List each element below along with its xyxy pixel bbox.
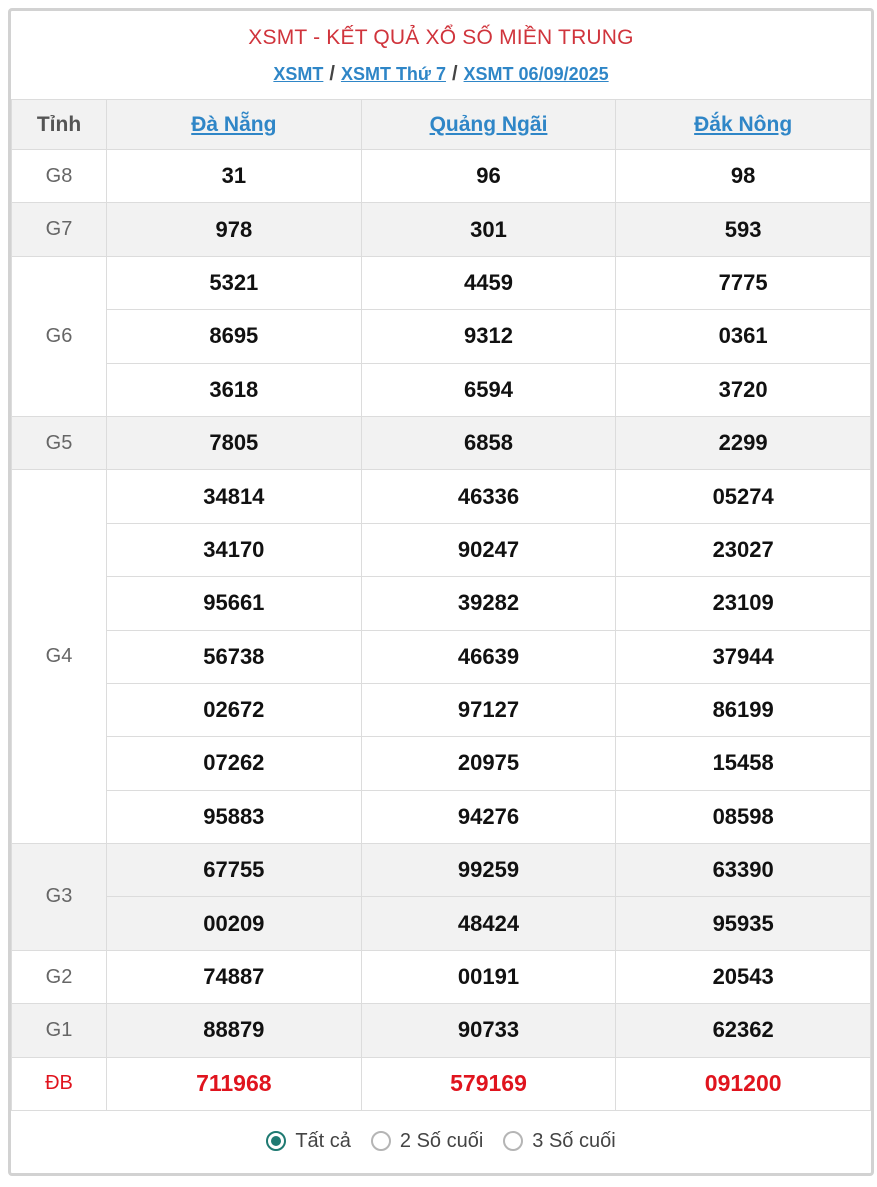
prize-number: 97127	[361, 683, 616, 736]
results-card	[8, 8, 874, 1176]
prize-row-g4	[12, 737, 871, 790]
prize-number: 0361	[616, 310, 871, 363]
page-title: XSMT - KẾT QUẢ XỔ SỐ MIỀN TRUNG	[248, 26, 634, 49]
breadcrumb-link-weekday[interactable]: XSMT Thứ 7	[340, 64, 446, 84]
prize-number: 301	[361, 203, 616, 256]
prize-number: 7805	[107, 416, 362, 469]
prize-number: 8695	[107, 310, 362, 363]
results-body	[12, 150, 871, 1111]
prize-number: 67755	[107, 844, 362, 897]
prize-number: 00209	[107, 897, 362, 950]
prize-label-g8: G8	[12, 150, 107, 203]
prize-row-g1	[12, 1004, 871, 1057]
province-link-dak-nong[interactable]: Đắk Nông	[694, 112, 793, 136]
prize-label-g1: G1	[12, 1004, 107, 1057]
prize-row-g2	[12, 950, 871, 1003]
prize-row-g3	[12, 897, 871, 950]
option-last-3[interactable]	[503, 1130, 615, 1153]
prize-row-g6	[12, 256, 871, 309]
prize-row-g6	[12, 363, 871, 416]
option-all[interactable]	[266, 1130, 351, 1153]
prize-number: 9312	[361, 310, 616, 363]
province-header-da-nang	[107, 100, 362, 150]
breadcrumb	[11, 63, 871, 86]
prize-label-g5: G5	[12, 416, 107, 469]
prize-number: 63390	[616, 844, 871, 897]
prize-row-g4	[12, 683, 871, 736]
prize-number: 3618	[107, 363, 362, 416]
prize-row-g3	[12, 844, 871, 897]
prize-row-g4	[12, 523, 871, 576]
prize-number: 90247	[361, 523, 616, 576]
prize-number: 86199	[616, 683, 871, 736]
prize-number: 74887	[107, 950, 362, 1003]
prize-number: 7775	[616, 256, 871, 309]
breadcrumb-link-date[interactable]: XSMT 06/09/2025	[463, 64, 609, 84]
prize-number: 4459	[361, 256, 616, 309]
prize-label-g4: G4	[12, 470, 107, 844]
province-header-dak-nong	[616, 100, 871, 150]
option-last-3-label: 3 Số cuối	[532, 1129, 616, 1152]
title-block	[11, 11, 871, 99]
prize-number: 05274	[616, 470, 871, 523]
prize-number: 20543	[616, 950, 871, 1003]
prize-row-g4	[12, 577, 871, 630]
prize-number: 23109	[616, 577, 871, 630]
province-link-quang-ngai[interactable]: Quảng Ngãi	[429, 112, 548, 136]
prize-number: 48424	[361, 897, 616, 950]
prize-number: 07262	[107, 737, 362, 790]
prize-number: 62362	[616, 1004, 871, 1057]
breadcrumb-link-xsmt[interactable]: XSMT	[273, 64, 324, 84]
prize-number: 99259	[361, 844, 616, 897]
prize-number: 02672	[107, 683, 362, 736]
province-link-da-nang[interactable]: Đà Nẵng	[191, 112, 277, 136]
prize-number: 15458	[616, 737, 871, 790]
prize-label-g3: G3	[12, 844, 107, 951]
prize-number: 3720	[616, 363, 871, 416]
prize-number: 6594	[361, 363, 616, 416]
prize-number: 56738	[107, 630, 362, 683]
digit-filter-options	[11, 1111, 871, 1171]
prize-number: 23027	[616, 523, 871, 576]
radio-unchecked-icon[interactable]	[503, 1131, 523, 1151]
prize-number: 95935	[616, 897, 871, 950]
prize-row-g4	[12, 790, 871, 843]
option-last-2-label: 2 Số cuối	[399, 1129, 484, 1152]
prize-number: 88879	[107, 1004, 362, 1057]
prize-number: 5321	[107, 256, 362, 309]
prize-row-g4	[12, 470, 871, 523]
prize-label-db: ĐB	[12, 1057, 107, 1110]
prize-row-g6	[12, 310, 871, 363]
prize-number: 39282	[361, 577, 616, 630]
prize-number: 091200	[616, 1057, 871, 1110]
province-header-quang-ngai	[361, 100, 616, 150]
breadcrumb-separator: /	[451, 63, 458, 85]
prize-number: 6858	[361, 416, 616, 469]
province-column-header: Tỉnh	[12, 100, 107, 150]
radio-unchecked-icon[interactable]	[371, 1131, 391, 1151]
prize-number: 2299	[616, 416, 871, 469]
prize-number: 34170	[107, 523, 362, 576]
prize-number: 31	[107, 150, 362, 203]
prize-row-g5	[12, 416, 871, 469]
prize-number: 978	[107, 203, 362, 256]
results-table	[11, 99, 871, 1111]
prize-number: 08598	[616, 790, 871, 843]
prize-number: 37944	[616, 630, 871, 683]
prize-number: 00191	[361, 950, 616, 1003]
prize-number: 94276	[361, 790, 616, 843]
prize-label-g7: G7	[12, 203, 107, 256]
prize-number: 46336	[361, 470, 616, 523]
prize-number: 95883	[107, 790, 362, 843]
prize-number: 711968	[107, 1057, 362, 1110]
prize-number: 96	[361, 150, 616, 203]
prize-row-g7	[12, 203, 871, 256]
table-header-row	[12, 100, 871, 150]
prize-number: 95661	[107, 577, 362, 630]
radio-checked-icon[interactable]	[266, 1131, 286, 1151]
prize-label-g2: G2	[12, 950, 107, 1003]
prize-row-g8	[12, 150, 871, 203]
prize-number: 20975	[361, 737, 616, 790]
breadcrumb-separator: /	[329, 63, 335, 85]
prize-row-g4	[12, 630, 871, 683]
prize-row-db	[12, 1057, 871, 1110]
prize-number: 593	[616, 203, 871, 256]
prize-number: 46639	[361, 630, 616, 683]
option-last-2[interactable]	[371, 1130, 483, 1153]
prize-number: 34814	[107, 470, 362, 523]
prize-label-g6: G6	[12, 256, 107, 416]
option-all-label: Tất cả	[295, 1129, 351, 1152]
prize-number: 579169	[361, 1057, 616, 1110]
prize-number: 98	[616, 150, 871, 203]
prize-number: 90733	[361, 1004, 616, 1057]
